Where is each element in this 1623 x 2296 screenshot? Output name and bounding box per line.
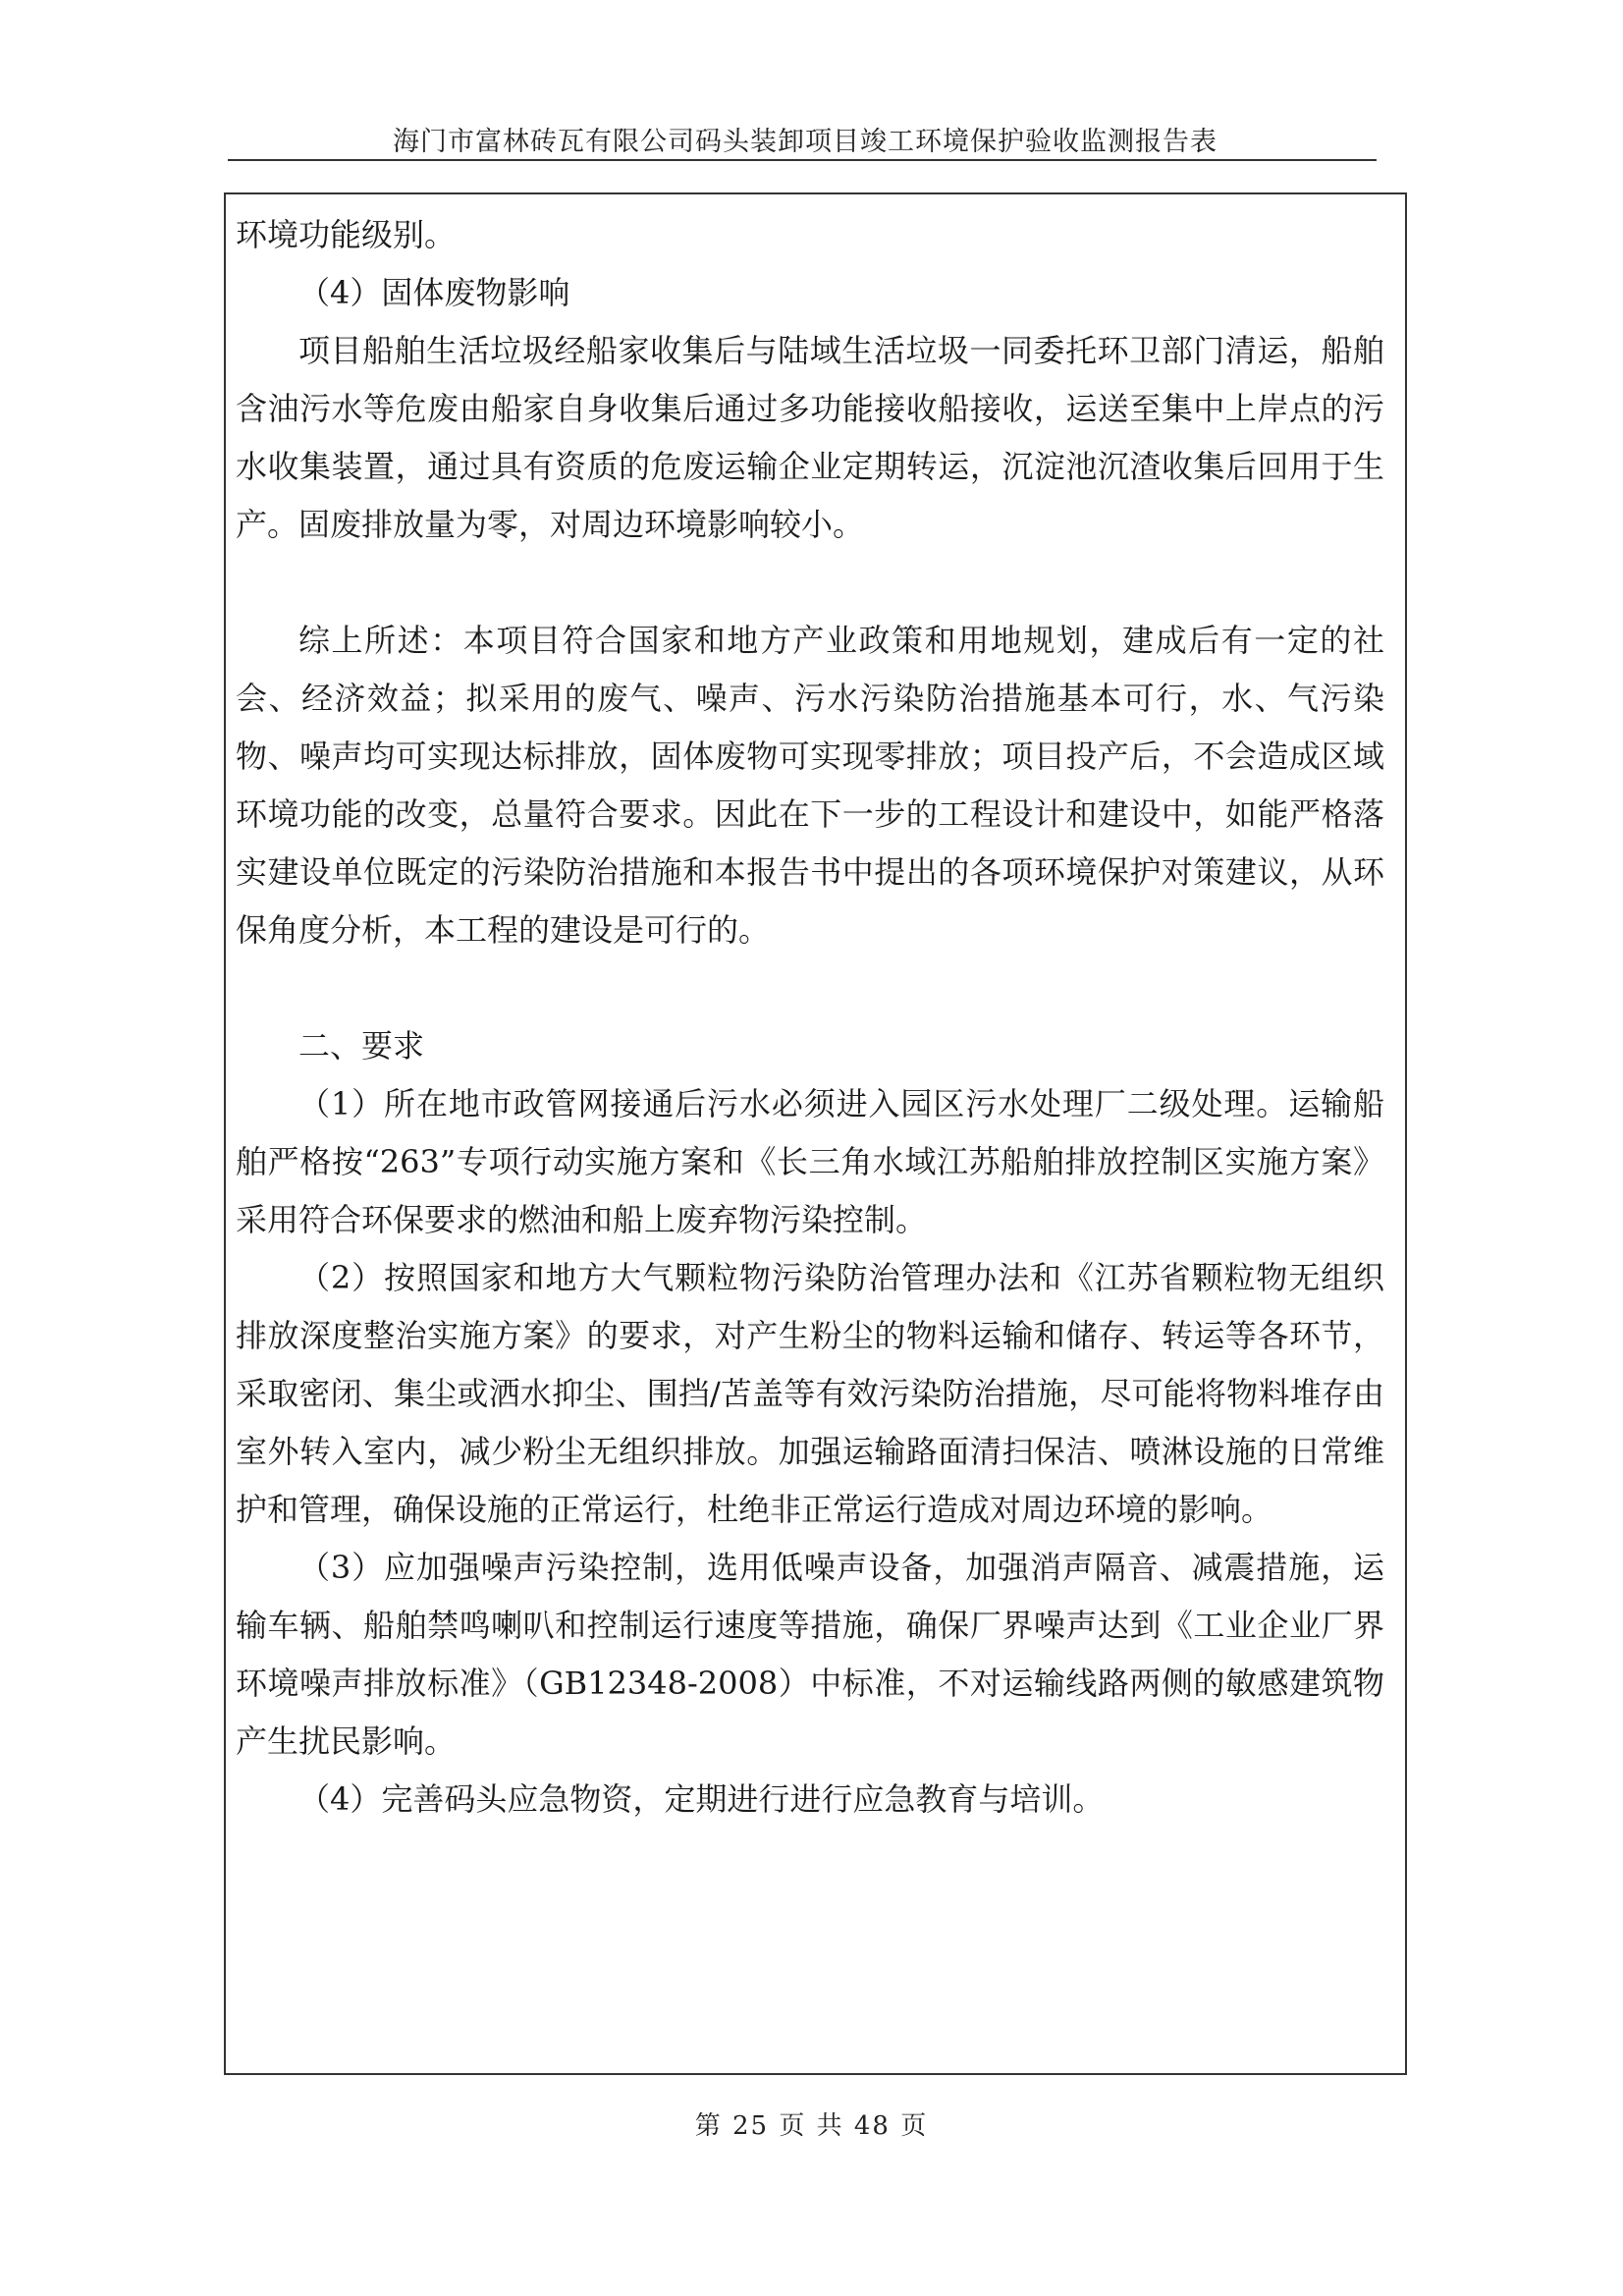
requirement-4: （4）完善码头应急物资，定期进行进行应急教育与培训。 — [298, 1780, 1105, 1818]
header-rule — [228, 159, 1377, 161]
requirements-heading: 二、要求 — [298, 1027, 425, 1065]
summary-paragraph: 综上所述：本项目符合国家和地方产业政策和用地规划，建成后有一定的社会、经济效益；拟采用的废气、噪声、污水污染防治措施基本可行，水、气污染物、噪声均可实现达标排放，固体废物可实现零排放；项目投产后，不会造成区域环境功能的改变，总量符合要求。因此在下一步的工程设计和建设中，如能严格落实建设单位既定的污染防治措施和本报告书中提出的各项环境保护对策建议，从环保角度分析，本工程的建设是可行的。 — [236, 622, 1384, 949]
report-body — [236, 206, 1384, 1829]
page-header-title: 海门市富林砖瓦有限公司码头装卸项目竣工环境保护验收监测报告表 — [393, 127, 1217, 157]
solid-waste-heading: （4）固体废物影响 — [298, 274, 570, 311]
solid-waste-paragraph: 项目船舶生活垃圾经船家收集后与陆域生活垃圾一同委托环卫部门清运，船舶含油污水等危废由船家自身收集后通过多功能接收船接收，运送至集中上岸点的污水收集装置，通过具有资质的危废运输企业定期转运，沉淀池沉渣收集后回用于生产。固废排放量为零，对周边环境影响较小。 — [236, 332, 1384, 543]
env-level-line: 环境功能级别。 — [236, 216, 457, 253]
requirement-2: （2）按照国家和地方大气颗粒物污染防治管理办法和《江苏省颗粒物无组织排放深度整治实施方案》的要求，对产生粉尘的物料运输和储存、转运等各环节，采取密闭、集尘或洒水抑尘、围挡/苫盖等有效污染防治措施，尽可能将物料堆存由室外转入室内，减少粉尘无组织排放。加强运输路面清扫保洁、喷淋设施的日常维护和管理，确保设施的正常运行，杜绝非正常运行造成对周边环境的影响。 — [236, 1259, 1384, 1528]
requirement-1: （1）所在地市政管网接通后污水必须进入园区污水处理厂二级处理。运输船舶严格按“263”专项行动实施方案和《长三角水域江苏船舶排放控制区实施方案》采用符合环保要求的燃油和船上废弃物污染控制。 — [236, 1085, 1384, 1238]
spacer — [236, 554, 1384, 612]
spacer — [236, 959, 1384, 1017]
requirement-3: （3）应加强噪声污染控制，选用低噪声设备，加强消声隔音、减震措施，运输车辆、船舶禁鸣喇叭和控制运行速度等措施，确保厂界噪声达到《工业企业厂界环境噪声排放标准》（GB12348-2008）中标准，不对运输线路两侧的敏感建筑物产生扰民影响。 — [236, 1549, 1384, 1760]
page-number: 第 25 页 共 48 页 — [694, 2111, 929, 2141]
